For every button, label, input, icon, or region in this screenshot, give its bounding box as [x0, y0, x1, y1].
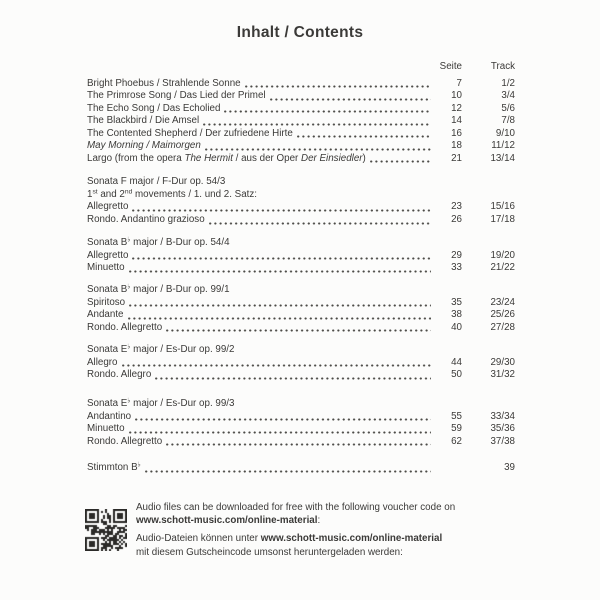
entry-title [87, 128, 293, 141]
entry-title [87, 153, 366, 166]
toc-section-heading [87, 344, 515, 357]
toc-entry [87, 309, 515, 322]
entry-title [87, 176, 225, 189]
page-number: 16 [451, 127, 462, 139]
dot-leader [129, 270, 431, 273]
text-segment: : [317, 515, 321, 527]
entry-title [87, 262, 125, 275]
entry-title [87, 436, 162, 449]
text-segment: Sonata F major / F-Dur op. 54/3 [87, 176, 226, 188]
text-segment: Rondo. Allegretto [87, 435, 163, 447]
text-segment: Audio files can be downloaded for free with the following voucher code on [136, 502, 456, 513]
dot-leader [245, 85, 431, 88]
entry-title [87, 250, 128, 263]
track-number: 1/2 [501, 77, 515, 89]
entry-title [87, 214, 205, 227]
section-gap [87, 382, 515, 398]
text-segment: ♭ [127, 397, 131, 405]
toc-entry [87, 369, 515, 382]
track-number: 27/28 [490, 321, 515, 333]
entry-title [87, 237, 230, 250]
text-segment: Allegretto [87, 201, 129, 213]
download-note-paragraph [136, 532, 455, 559]
page-number: 40 [451, 321, 462, 333]
page-number: 59 [451, 423, 462, 435]
toc-header-row [87, 61, 515, 74]
toc-entry [87, 153, 515, 166]
dot-leader [205, 148, 431, 151]
toc-section-heading [87, 176, 515, 189]
track-number: 7/8 [501, 115, 515, 127]
entry-title [87, 423, 125, 436]
toc-entry [87, 423, 515, 436]
qr-code-icon [85, 509, 127, 551]
text-segment: Rondo. Andantino grazioso [87, 214, 205, 226]
text-segment: movements / 1. und 2. Satz: [132, 188, 257, 200]
entry-title [87, 90, 266, 103]
toc-entry [87, 357, 515, 370]
track-number: 17/18 [490, 214, 515, 226]
text-segment: Spiritoso [87, 296, 126, 308]
toc-table [87, 61, 515, 475]
dot-leader [145, 470, 431, 473]
text-segment: Allegretto [87, 249, 129, 261]
dot-leader [132, 209, 431, 212]
dot-leader [270, 98, 431, 101]
text-segment: Minuetto [87, 423, 125, 435]
track-number: 39 [504, 462, 515, 474]
track-column-header: Track [490, 61, 515, 72]
page-number: 12 [451, 102, 462, 114]
dot-leader [135, 418, 431, 421]
text-segment: and 2 [97, 188, 125, 200]
entry-title [87, 369, 151, 382]
section-gap [87, 448, 515, 462]
dot-leader [224, 110, 431, 113]
text-segment: Allegro [87, 356, 118, 368]
page-number: 38 [451, 309, 462, 321]
toc-entry [87, 262, 515, 275]
dot-leader [128, 317, 432, 320]
toc-list [87, 78, 515, 475]
page-number: 18 [451, 140, 462, 152]
toc-section-heading [87, 398, 515, 411]
text-segment: ♭ [127, 236, 131, 244]
toc-entry [87, 140, 515, 153]
section-gap [87, 165, 515, 176]
text-segment: The Primrose Song / Das Lied der Primel [87, 90, 266, 102]
text-segment: ) [362, 152, 366, 164]
text-segment: Rondo. Allegretto [87, 321, 163, 333]
text-segment: Andantino [87, 410, 132, 422]
toc-entry [87, 201, 515, 214]
toc-section-heading [87, 237, 515, 250]
text-segment: The Contented Shepherd / Der zufriedene Hirte [87, 127, 293, 139]
page-number: 33 [451, 262, 462, 274]
text-segment: Der Einsiedler [301, 152, 363, 164]
text-segment: major / B-Dur op. 99/1 [130, 284, 230, 296]
page-number: 23 [451, 201, 462, 213]
page-number: 35 [451, 296, 462, 308]
dot-leader [166, 329, 431, 332]
page-title: Inhalt / Contents [236, 24, 364, 41]
page-column-header: Seite [439, 61, 462, 72]
entry-title [87, 398, 234, 411]
entry-title [87, 78, 241, 91]
dot-leader [155, 377, 431, 380]
dot-leader [122, 364, 432, 367]
text-segment: May Morning / Maimorgen [87, 140, 201, 152]
dot-leader [297, 135, 431, 138]
toc-entry [87, 462, 515, 475]
dot-leader [129, 304, 431, 307]
toc-entry [87, 411, 515, 424]
text-segment: www.schott-music.com/online-material [260, 533, 443, 545]
text-segment: Stimmton B [87, 462, 138, 474]
dot-leader [370, 160, 431, 163]
entry-title [87, 189, 257, 202]
track-number: 23/24 [490, 296, 515, 308]
page-number: 55 [451, 410, 462, 422]
toc-entry [87, 436, 515, 449]
track-number: 33/34 [490, 410, 515, 422]
track-number: 9/10 [495, 127, 515, 139]
entry-title [87, 344, 234, 357]
entry-title [87, 297, 125, 310]
text-segment: The Echo Song / Das Echolied [87, 102, 221, 114]
entry-title [87, 357, 118, 370]
track-number: 5/6 [501, 102, 515, 114]
text-segment: nd [124, 188, 133, 196]
page-number: 14 [451, 115, 462, 127]
text-segment: Minuetto [87, 262, 125, 274]
dot-leader [203, 123, 431, 126]
download-note-text [136, 501, 455, 559]
entry-title [87, 284, 230, 297]
text-segment: ♭ [127, 283, 131, 291]
entry-title [87, 309, 124, 322]
text-segment: Rondo. Allegro [87, 369, 152, 381]
toc-entry [87, 90, 515, 103]
download-note-paragraph [136, 501, 455, 528]
track-number: 31/32 [490, 369, 515, 381]
text-segment: Audio-Dateien können unter [136, 533, 261, 545]
toc-entry [87, 128, 515, 141]
text-segment: / aus der Oper [232, 152, 302, 164]
text-segment: www.schott-music.com/online-material [136, 515, 318, 527]
text-segment: Bright Phoebus / Strahlende Sonne [87, 77, 241, 89]
toc-entry [87, 250, 515, 263]
dot-leader [209, 222, 431, 225]
entry-title [87, 115, 199, 128]
track-number: 13/14 [490, 152, 515, 164]
track-number: 21/22 [490, 262, 515, 274]
text-segment: mit diesem Gutscheincode umsonst heruntergeladen werden: [136, 546, 403, 558]
track-number: 15/16 [490, 201, 515, 213]
section-gap [87, 334, 515, 344]
track-number: 11/12 [491, 140, 515, 152]
page-number: 44 [451, 356, 462, 368]
dot-leader [132, 257, 431, 260]
track-number: 37/38 [490, 435, 515, 447]
page-number: 26 [451, 214, 462, 226]
toc-entry [87, 322, 515, 335]
toc-section-heading [87, 189, 515, 202]
dot-leader [129, 431, 431, 434]
section-gap [87, 227, 515, 238]
text-segment: Sonata B [87, 237, 128, 249]
text-segment: major / Es-Dur op. 99/3 [130, 398, 235, 410]
text-segment: Sonata B [87, 284, 128, 296]
page-number: 29 [451, 249, 462, 261]
text-segment: Sonata E [87, 398, 128, 410]
text-segment: ♭ [127, 343, 131, 351]
text-segment: ♭ [137, 461, 141, 469]
toc-entry [87, 115, 515, 128]
toc-entry [87, 78, 515, 91]
entry-title [87, 103, 220, 116]
text-segment: Sonata E [87, 344, 128, 356]
toc-entry [87, 103, 515, 116]
track-number: 3/4 [501, 90, 515, 102]
entry-title [87, 201, 128, 214]
track-number: 35/36 [490, 423, 515, 435]
toc-section-heading [87, 284, 515, 297]
page-number: 21 [451, 152, 462, 164]
page-number: 50 [451, 369, 462, 381]
track-number: 29/30 [490, 356, 515, 368]
entry-title [87, 140, 201, 153]
text-segment: major / Es-Dur op. 99/2 [130, 344, 235, 356]
page-number: 10 [451, 90, 462, 102]
track-number: 19/20 [490, 249, 515, 261]
text-segment: 1 [87, 188, 93, 200]
text-segment: major / B-Dur op. 54/4 [130, 237, 230, 249]
section-gap [87, 275, 515, 285]
page-number: 62 [451, 435, 462, 447]
text-segment: st [92, 188, 98, 196]
entry-title [87, 462, 141, 475]
toc-entry [87, 297, 515, 310]
text-segment: The Blackbird / Die Amsel [87, 115, 200, 127]
download-note-block [85, 501, 455, 559]
track-number: 25/26 [490, 309, 515, 321]
page-number: 7 [456, 77, 462, 89]
toc-entry [87, 214, 515, 227]
text-segment: Andante [87, 309, 124, 321]
dot-leader [166, 443, 431, 446]
entry-title [87, 322, 162, 335]
entry-title [87, 411, 131, 424]
text-segment: The Hermit [184, 152, 233, 164]
text-segment: Largo (from the opera [87, 152, 185, 164]
